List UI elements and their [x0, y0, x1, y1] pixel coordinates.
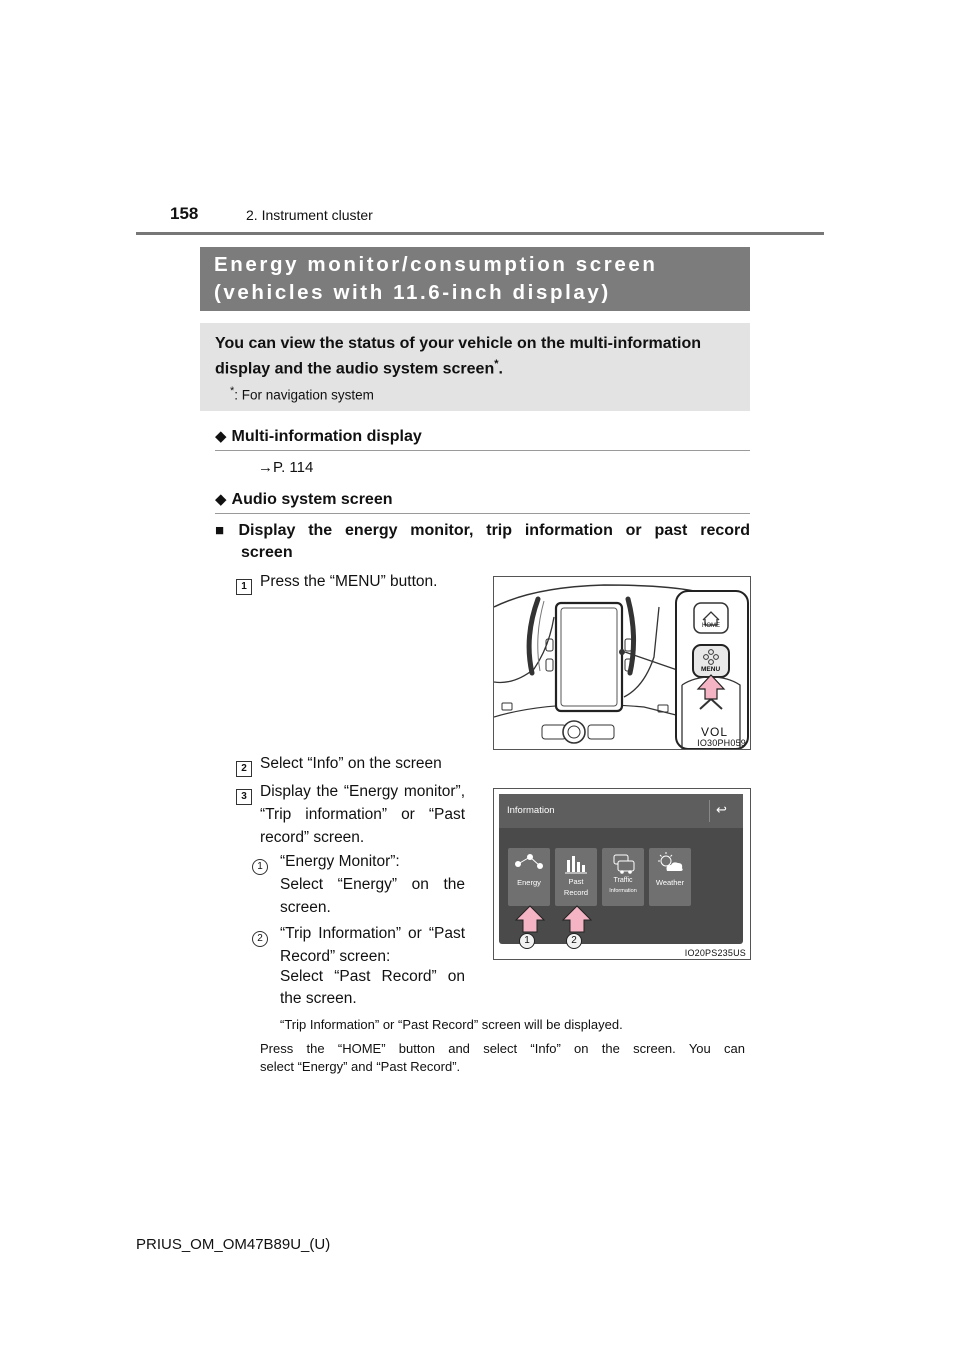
bar-chart-icon: [555, 848, 597, 878]
substep-2-line1: “Trip Information” or “Past: [280, 925, 465, 942]
subsection-line1: Display the energy monitor, trip information or past record: [238, 522, 751, 539]
energy-icon: [508, 848, 550, 878]
step-3-line2: “Trip information” or “Past: [260, 806, 465, 823]
console-illustration: [494, 577, 750, 749]
tile-label: Weather: [655, 878, 685, 887]
tile-past-record[interactable]: [555, 848, 597, 906]
intro-line2-text: display and the audio system screen: [215, 360, 495, 378]
tile-energy[interactable]: [508, 848, 550, 906]
section-heading-text: Audio system screen: [231, 491, 393, 508]
asterisk-mark: *: [494, 358, 499, 370]
subsection-line2: screen: [241, 544, 293, 561]
marker-2: 2: [566, 933, 582, 949]
substep-number-1: 1: [252, 859, 268, 875]
subsection-heading: [215, 522, 750, 540]
car-icon: [602, 848, 644, 878]
chapter-title: 2. Instrument cluster: [246, 207, 373, 223]
header-divider: [136, 232, 824, 235]
substep-2-line4: the screen.: [280, 990, 357, 1007]
footer-note-line2: select “Energy” and “Past Record”.: [260, 1059, 461, 1074]
section-heading-multi-info: [215, 427, 422, 446]
section-title-line1: Energy monitor/consumption screen: [214, 253, 658, 276]
footnote-text: : For navigation system: [234, 387, 374, 403]
intro-line2: [215, 358, 503, 378]
page-number: 158: [170, 204, 199, 223]
diamond-icon: ◆: [215, 491, 227, 508]
tile-label: Traffic: [613, 877, 633, 884]
intro-box: [200, 323, 750, 411]
intro-line1: You can view the status of your vehicle on the multi-information: [215, 335, 701, 352]
page-reference[interactable]: [258, 459, 313, 476]
info-screen: [499, 794, 743, 944]
tile-traffic[interactable]: [602, 848, 644, 906]
document-code: PRIUS_OM_OM47B89U_(U): [136, 1236, 331, 1253]
figure-code: IO30PH059: [697, 738, 746, 748]
section-divider: [215, 450, 750, 451]
tile-label-2: Information: [609, 888, 637, 894]
page-reference-text: P. 114: [273, 459, 314, 476]
footer-note-line1: Press the “HOME” button and select “Info” on the screen. You can: [260, 1041, 745, 1056]
footnote: [230, 385, 374, 403]
marker-1: 1: [519, 933, 535, 949]
substep-2-line2: Record” screen:: [280, 948, 391, 965]
info-screen-title: Information: [507, 805, 555, 816]
menu-label: MENU: [701, 666, 721, 673]
figure-information-screen: [493, 788, 751, 960]
intro-period: .: [498, 360, 503, 378]
section-title-band: [200, 247, 750, 311]
substep-1-line3: screen.: [280, 899, 331, 916]
titlebar-divider: [709, 800, 710, 822]
tile-label-2: Record: [563, 888, 589, 897]
step-3-line3: record” screen.: [260, 829, 365, 846]
home-label: HOME: [702, 623, 720, 629]
arrow-right-icon: →: [258, 459, 273, 476]
step-1-text: Press the “MENU” button.: [260, 573, 438, 590]
figure-code: IO20PS235US: [684, 948, 746, 958]
weather-icon: [649, 848, 691, 878]
tile-label: Energy: [517, 878, 541, 887]
step-number-2: 2: [236, 761, 252, 777]
tile-label: Past: [568, 877, 584, 886]
back-icon[interactable]: ↩: [716, 802, 727, 817]
step-3-line1: Display the “Energy monitor”,: [260, 783, 465, 800]
step-2-text: Select “Info” on the screen: [260, 755, 442, 772]
section-heading-audio: [215, 490, 393, 509]
substep-2-line3: Select “Past Record” on: [280, 968, 465, 985]
section-heading-text: Multi-information display: [231, 428, 422, 445]
vol-label: VOL: [701, 725, 729, 739]
substep-number-2: 2: [252, 931, 268, 947]
tile-weather[interactable]: [649, 848, 691, 906]
substep-1-line1: “Energy Monitor”:: [280, 853, 400, 870]
section-divider: [215, 513, 750, 514]
section-title-line2: (vehicles with 11.6-inch display): [214, 281, 611, 304]
figure-console-menu: [493, 576, 751, 750]
step-number-1: 1: [236, 579, 252, 595]
square-bullet-icon: ■: [215, 522, 233, 539]
result-note: “Trip Information” or “Past Record” screen will be displayed.: [280, 1017, 623, 1032]
diamond-icon: ◆: [215, 428, 227, 445]
step-number-3: 3: [236, 789, 252, 805]
footnote-mark: *: [230, 385, 235, 397]
substep-1-line2: Select “Energy” on the: [280, 876, 465, 893]
